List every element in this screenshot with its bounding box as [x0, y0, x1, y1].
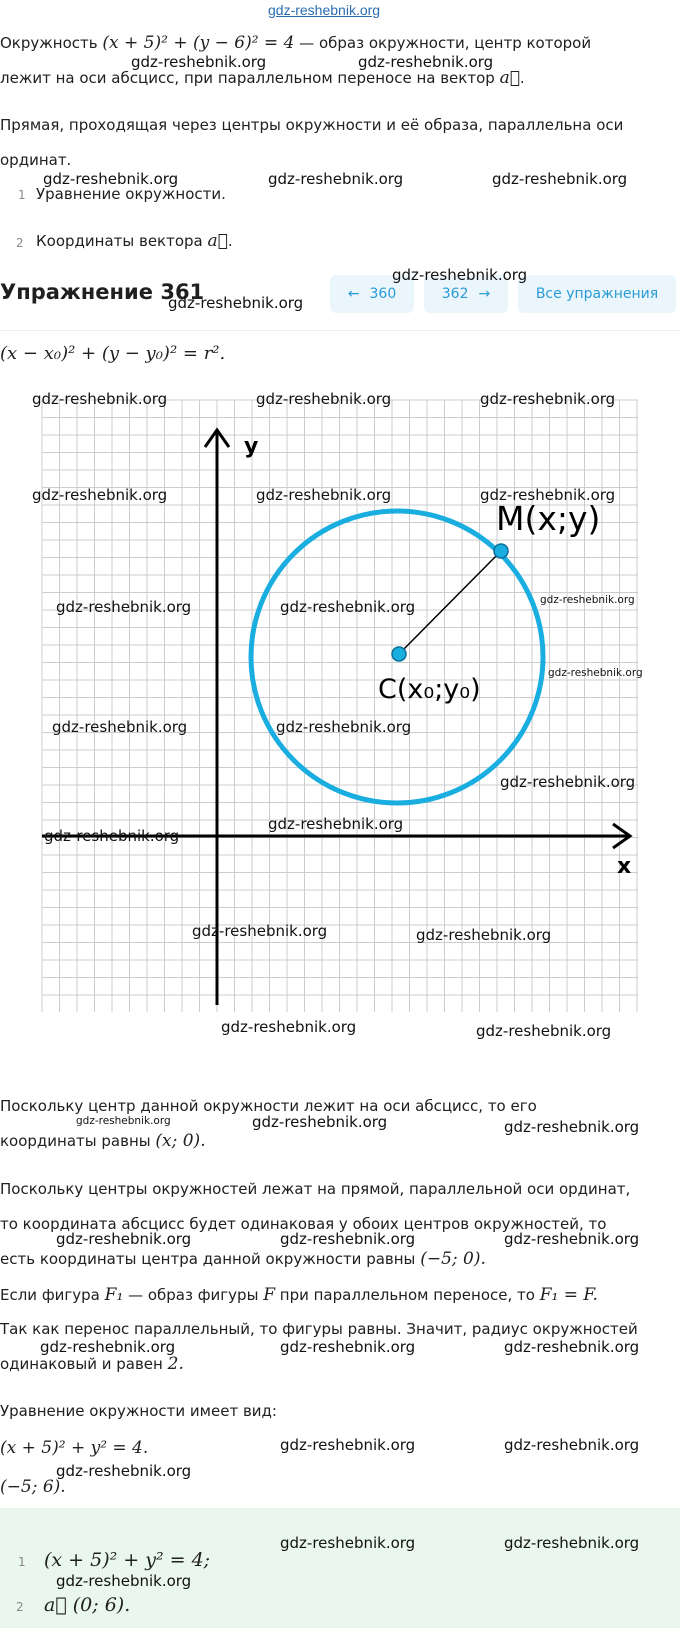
answer-1: (x + 5)² + y² = 4; — [44, 1549, 211, 1571]
task-item-2 — [36, 230, 233, 252]
watermark: gdz-reshebnik.org — [268, 170, 404, 188]
intro-paragraph-2-line2: ординат. — [0, 151, 72, 169]
watermark: gdz-reshebnik.org — [492, 170, 628, 188]
watermark: gdz-reshebnik.org — [76, 1115, 171, 1127]
point-m — [494, 544, 508, 558]
watermark: gdz-reshebnik.org — [168, 294, 304, 312]
intro-p1-suffix: — образ окружности, центр которой — [299, 34, 592, 52]
answer-number: 1 — [18, 1555, 26, 1569]
solution-text: Если фигура — [0, 1286, 100, 1304]
divider — [0, 330, 680, 331]
watermark: gdz-reshebnik.org — [252, 1113, 388, 1131]
watermark: gdz-reshebnik.org — [280, 598, 416, 616]
solution-line: Уравнение окружности имеет вид: — [0, 1402, 277, 1420]
watermark: gdz-reshebnik.org — [192, 922, 328, 940]
watermark: gdz-reshebnik.org — [276, 718, 412, 736]
watermark: gdz-reshebnik.org — [56, 1462, 192, 1480]
all-exercises-label: Все упражнения — [535, 286, 659, 302]
solution-math: (x; 0). — [155, 1131, 206, 1151]
solution-math: F₁ — [104, 1285, 124, 1305]
general-circle-formula: (x − x₀)² + (y − y₀)² = r². — [0, 343, 226, 364]
watermark: gdz-reshebnik.org — [280, 1534, 416, 1552]
task-number: 1 — [18, 188, 26, 202]
vector-a-symbol: a⃗ — [499, 68, 520, 88]
x-axis-label: x — [617, 854, 632, 879]
exercise-title: Упражнение 361 — [0, 280, 205, 304]
solution-text: координаты равны — [0, 1132, 151, 1150]
solution-line — [0, 1353, 184, 1375]
solution-line: Так как перенос параллельный, то фигуры равны. Значит, радиус окружностей — [0, 1320, 638, 1338]
watermark: gdz-reshebnik.org — [500, 773, 636, 791]
intro-p1-line2: лежит на оси абсцисс, при параллельном переносе на вектор — [0, 69, 495, 87]
watermark: gdz-reshebnik.org — [280, 1338, 416, 1356]
solution-line: Поскольку центры окружностей лежат на прямой, параллельной оси ординат, — [0, 1180, 631, 1198]
next-exercise-label: 362 — [441, 286, 469, 302]
solution-line: то координата абсцисс будет одинаковая у обоих центров окружностей, то — [0, 1215, 607, 1233]
center-coordinates: (−5; 6). — [0, 1477, 66, 1497]
solution-math: F₁ = F. — [539, 1285, 598, 1305]
arrow-right-icon: → — [478, 286, 491, 302]
watermark: gdz-reshebnik.org — [256, 390, 392, 408]
solution-line — [0, 1284, 598, 1306]
answer-2: a⃗ (0; 6). — [44, 1594, 131, 1616]
watermark: gdz-reshebnik.org — [504, 1534, 640, 1552]
task-item-2-end: . — [227, 232, 233, 250]
site-link[interactable]: gdz-reshebnik.org — [268, 2, 381, 18]
solution-line: Поскольку центр данной окружности лежит на оси абсцисс, то его — [0, 1097, 537, 1115]
solution-line — [0, 1248, 486, 1270]
y-axis-label: y — [244, 434, 259, 459]
watermark: gdz-reshebnik.org — [280, 1230, 416, 1248]
watermark: gdz-reshebnik.org — [56, 1230, 192, 1248]
watermark: gdz-reshebnik.org — [504, 1230, 640, 1248]
watermark: gdz-reshebnik.org — [56, 598, 192, 616]
watermark: gdz-reshebnik.org — [480, 486, 616, 504]
watermark: gdz-reshebnik.org — [504, 1118, 640, 1136]
task-item-1: Уравнение окружности. — [36, 185, 226, 203]
solution-math: F — [263, 1285, 275, 1305]
equation-result: (x + 5)² + y² = 4. — [0, 1438, 149, 1458]
solution-text: одинаковый и равен — [0, 1355, 163, 1373]
watermark: gdz-reshebnik.org — [416, 926, 552, 944]
watermark: gdz-reshebnik.org — [504, 1436, 640, 1454]
intro-paragraph-2: Прямая, проходящая через центры окружности и её образа, параллельна оси — [0, 116, 624, 134]
coordinate-figure — [0, 385, 680, 1035]
task-number: 2 — [16, 236, 24, 250]
intro-p1-end: . — [519, 69, 525, 87]
watermark: gdz-reshebnik.org — [392, 266, 528, 284]
watermark: gdz-reshebnik.org — [221, 1018, 357, 1036]
point-c-label: C(x₀;y₀) — [378, 674, 481, 705]
watermark: gdz-reshebnik.org — [43, 170, 179, 188]
arrow-left-icon: ← — [347, 286, 360, 302]
point-m-label: M(x;y) — [496, 499, 601, 538]
watermark: gdz-reshebnik.org — [268, 815, 404, 833]
solution-text: есть координаты центра данной окружности равны — [0, 1250, 416, 1268]
watermark: gdz-reshebnik.org — [280, 1436, 416, 1454]
answer-number: 2 — [16, 1600, 24, 1614]
watermark: gdz-reshebnik.org — [476, 1022, 612, 1040]
watermark: gdz-reshebnik.org — [52, 718, 188, 736]
watermark: gdz-reshebnik.org — [44, 827, 180, 845]
watermark: gdz-reshebnik.org — [256, 486, 392, 504]
solution-text: — образ фигуры — [128, 1286, 259, 1304]
center-point — [392, 647, 406, 661]
prev-exercise-label: 360 — [369, 286, 397, 302]
intro-paragraph-1 — [0, 32, 591, 54]
solution-math: (−5; 0). — [420, 1249, 486, 1269]
watermark: gdz-reshebnik.org — [32, 390, 168, 408]
watermark: gdz-reshebnik.org — [32, 486, 168, 504]
watermark: gdz-reshebnik.org — [548, 667, 643, 679]
watermark: gdz-reshebnik.org — [358, 53, 494, 71]
watermark: gdz-reshebnik.org — [480, 390, 616, 408]
vector-a-symbol: a⃗ — [207, 231, 228, 251]
watermark: gdz-reshebnik.org — [131, 53, 267, 71]
solution-math: 2. — [167, 1354, 184, 1374]
solution-text: при параллельном переносе, то — [279, 1286, 535, 1304]
intro-p1-prefix: Окружность — [0, 34, 98, 52]
task-item-2-text: Координаты вектора — [36, 232, 203, 250]
intro-p1-equation: (x + 5)² + (y − 6)² = 4 — [102, 33, 295, 53]
all-exercises-button[interactable] — [518, 275, 676, 313]
solution-line — [0, 1130, 206, 1152]
watermark: gdz-reshebnik.org — [540, 594, 635, 606]
watermark: gdz-reshebnik.org — [40, 1338, 176, 1356]
watermark: gdz-reshebnik.org — [56, 1572, 192, 1590]
watermark: gdz-reshebnik.org — [504, 1338, 640, 1356]
